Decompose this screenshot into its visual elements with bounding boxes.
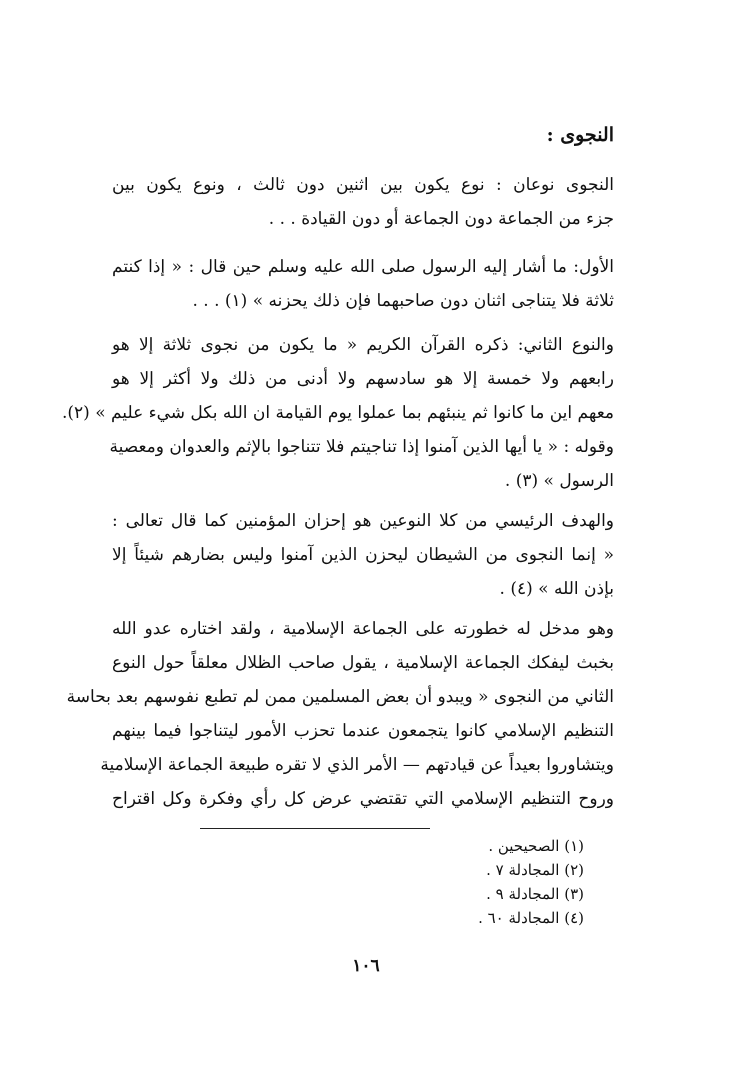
footnote-item: (٣) المجادلة ٩ . (486, 885, 584, 903)
text-line: والنوع الثاني: ذكره القرآن الكريم « ما يكون من نجوى ثلاثة إلا هو (112, 335, 614, 355)
paragraph-main-goal (112, 504, 614, 606)
text-line: وهو مدخل له خطورته على الجماعة الإسلامية ، ولقد اختاره عدو الله (112, 619, 614, 639)
text-line: التنظيم الإسلامي كانوا يتجمعون عندما تحزب الأمور ليتناجوا فيما بينهم (112, 721, 614, 741)
text-line: وروح التنظيم الإسلامي التي تقتضي عرض كل رأي وفكرة وكل اقتراح (112, 789, 614, 809)
text-line: النجوى نوعان : نوع يكون بين اثنين دون ثالث ، ونوع يكون بين (112, 175, 614, 195)
text-line: بخبث ليفكك الجماعة الإسلامية ، يقول صاحب الظلال معلقاً حول النوع (112, 653, 614, 673)
footnote-item: (١) الصحيحين . (488, 837, 584, 855)
text-line: الرسول » (٣) . (504, 471, 614, 491)
footnote-item: (٤) المجادلة ٦٠ . (478, 909, 584, 927)
text-line: الأول: ما أشار إليه الرسول صلى الله عليه وسلم حين قال : « إذا كنتم (112, 257, 614, 277)
section-heading: النجوى : (546, 124, 614, 146)
text-line: « إنما النجوى من الشيطان ليحزن الذين آمنوا وليس بضارهم شيئاً إلا (112, 545, 614, 565)
text-line: الثاني من النجوى « ويبدو أن بعض المسلمين ممن لم تطبع نفوسهم بعد بحاسة (66, 687, 614, 707)
paragraph-danger (66, 612, 614, 816)
text-line: معهم اين ما كانوا ثم ينبئهم بما عملوا يوم القيامة ان الله بكل شيء عليم » (٢). (61, 403, 614, 423)
text-line: جزء من الجماعة دون الجماعة أو دون القيادة . . . (268, 209, 614, 229)
footnote-divider (200, 828, 430, 829)
text-line: ثلاثة فلا يتناجى اثنان دون صاحبهما فإن ذلك يحزنه » (١) . . . (192, 291, 614, 311)
text-line: والهدف الرئيسي من كلا النوعين هو إحزان المؤمنين كما قال تعالى : (112, 511, 614, 531)
paragraph-first-type (112, 250, 614, 318)
text-line: رابعهم ولا خمسة إلا هو سادسهم ولا أدنى من ذلك ولا أكثر إلا هو (112, 369, 614, 389)
page-number: ١٠٦ (352, 956, 380, 976)
footnote-item: (٢) المجادلة ٧ . (486, 861, 584, 879)
text-line: ويتشاوروا بعيداً عن قيادتهم — الأمر الذي لا تقره طبيعة الجماعة الإسلامية (100, 755, 614, 775)
footnotes-list (478, 834, 584, 930)
paragraph-najwa-types (112, 168, 614, 236)
text-line: بإذن الله » (٤) . (499, 579, 614, 599)
text-line: وقوله : « يا أيها الذين آمنوا إذا تناجيتم فلا تتناجوا بالإثم والعدوان ومعصية (109, 437, 614, 457)
paragraph-second-type (61, 328, 614, 498)
